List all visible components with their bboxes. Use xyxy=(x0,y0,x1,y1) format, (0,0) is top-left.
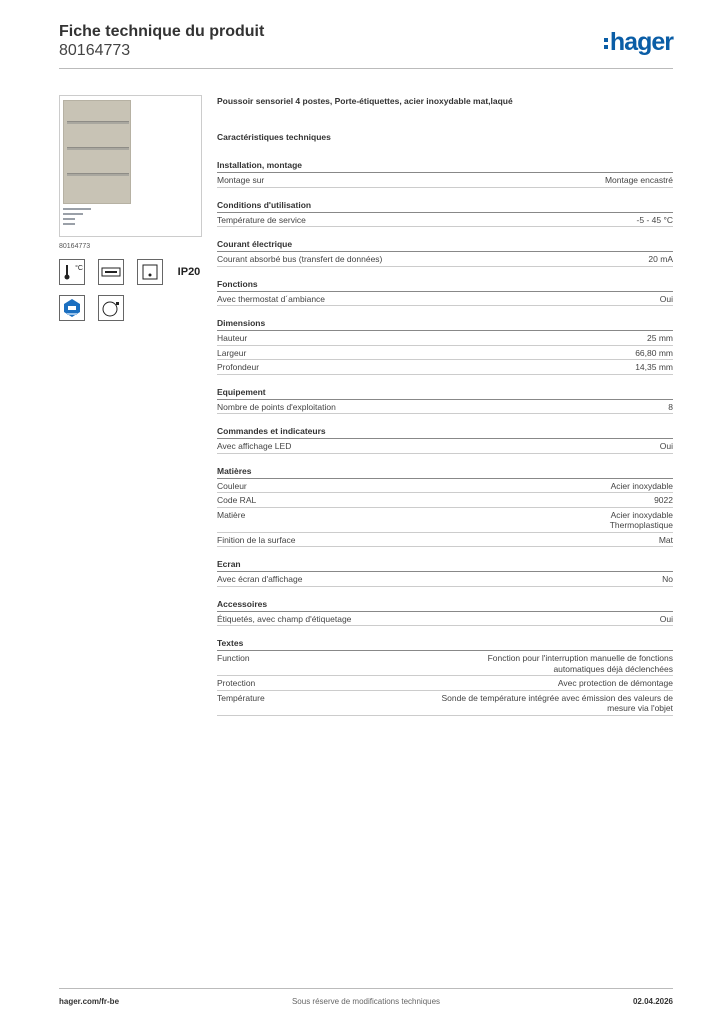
spec-row xyxy=(217,479,673,494)
temperature-icon xyxy=(59,259,85,285)
spec-label: Courant absorbé bus (transfert de données) xyxy=(217,254,383,264)
spec-label: Nombre de points d'exploitation xyxy=(217,401,336,412)
spec-value: Acier inoxydable xyxy=(610,480,673,491)
spec-section xyxy=(217,387,673,415)
technical-characteristics-heading: Caractéristiques techniques xyxy=(217,132,331,142)
spec-value: Acier inoxydable Thermoplastique xyxy=(609,509,673,530)
sensor-icon xyxy=(137,259,163,285)
spec-label: Profondeur xyxy=(217,362,260,372)
section-title: Installation, montage xyxy=(217,160,673,173)
spec-section xyxy=(217,638,673,716)
spec-value: 9022 xyxy=(654,495,673,505)
spec-row xyxy=(217,651,673,676)
footer-website: hager.com/fr-be xyxy=(59,997,120,1006)
spec-value: Sonde de température intégrée avec émission des valeurs de mesure via l'objet xyxy=(441,692,673,713)
section-title: Equipement xyxy=(217,387,673,400)
push-button-panel xyxy=(63,100,131,204)
feature-icons xyxy=(59,259,202,321)
footer-divider xyxy=(59,988,673,989)
spec-sections xyxy=(217,160,673,716)
spec-label: Avec thermostat d´ambiance xyxy=(217,293,326,304)
spec-label: Largeur xyxy=(217,347,247,358)
spec-section xyxy=(217,599,673,627)
spec-label: Hauteur xyxy=(217,333,248,343)
spec-row xyxy=(217,346,673,361)
section-title: Conditions d'utilisation xyxy=(217,200,673,213)
panel-label-bar xyxy=(67,173,129,176)
spec-label: Température de service xyxy=(217,214,306,225)
logo-text: hager xyxy=(609,28,673,56)
section-title: Fonctions xyxy=(217,279,673,292)
spec-value: Oui xyxy=(659,613,673,624)
spec-value: 8 xyxy=(668,401,673,412)
spec-value: Oui xyxy=(659,293,673,304)
spec-row xyxy=(217,331,673,346)
spec-label: Function xyxy=(217,653,250,663)
spec-value: 14,35 mm xyxy=(635,362,673,372)
spec-row xyxy=(217,612,673,627)
easy-configuration-icon xyxy=(59,295,85,321)
section-title: Dimensions xyxy=(217,318,673,331)
spec-row xyxy=(217,252,673,267)
spec-value: Montage encastré xyxy=(604,175,673,185)
spec-row xyxy=(217,360,673,375)
spec-row xyxy=(217,213,673,228)
spec-value: 25 mm xyxy=(647,333,673,343)
spec-row xyxy=(217,439,673,454)
footer-date: 02.04.2026 xyxy=(632,997,673,1006)
section-title: Accessoires xyxy=(217,599,673,612)
spec-value: Fonction pour l'interruption manuelle de fonctions automatiques déjà déclenchées xyxy=(487,653,673,674)
spec-value: Oui xyxy=(659,441,673,451)
product-title: Poussoir sensoriel 4 postes, Porte-étiquettes, acier inoxydable mat,laqué xyxy=(217,96,513,106)
spec-value: 66,80 mm xyxy=(635,347,673,358)
spec-section xyxy=(217,200,673,228)
spec-label: Montage sur xyxy=(217,175,265,185)
page-header xyxy=(59,22,673,60)
spec-row xyxy=(217,691,673,716)
section-title: Commandes et indicateurs xyxy=(217,426,673,439)
spec-section xyxy=(217,426,673,454)
spec-label: Couleur xyxy=(217,480,247,491)
image-caption: 80164773 xyxy=(59,243,91,250)
section-title: Courant électrique xyxy=(217,239,673,252)
section-title: Matières xyxy=(217,466,673,479)
product-code: 80164773 xyxy=(59,42,131,59)
hager-logo xyxy=(604,28,673,57)
ip-rating-icon: IP20 xyxy=(177,266,201,278)
spec-row xyxy=(217,533,673,548)
spec-label: Matière xyxy=(217,509,246,520)
spec-section xyxy=(217,559,673,587)
spec-row xyxy=(217,292,673,307)
spec-row xyxy=(217,676,673,691)
panel-label-bar xyxy=(67,121,129,124)
section-title: Ecran xyxy=(217,559,673,572)
product-media xyxy=(59,95,202,321)
spec-row xyxy=(217,493,673,508)
spec-label: Protection xyxy=(217,678,256,688)
thermostat-icon xyxy=(98,295,124,321)
spec-value: -5 - 45 °C xyxy=(636,214,673,225)
spec-row xyxy=(217,572,673,587)
footer-notice: Sous réserve de modifications techniques xyxy=(291,997,441,1006)
display-icon xyxy=(98,259,124,285)
spec-row xyxy=(217,400,673,415)
spec-section xyxy=(217,239,673,267)
spec-row xyxy=(217,508,673,533)
spec-label: Finition de la surface xyxy=(217,534,296,545)
spec-label: Étiquetés, avec champ d'étiquetage xyxy=(217,613,352,624)
technical-data xyxy=(217,96,673,728)
spec-section xyxy=(217,279,673,307)
spec-label: Code RAL xyxy=(217,495,257,505)
product-image xyxy=(59,95,202,237)
spec-label: Température xyxy=(217,692,265,703)
logo-dots-icon xyxy=(604,35,609,52)
page-title: Fiche technique du produit xyxy=(59,23,265,40)
spec-row xyxy=(217,173,673,188)
spec-value: 20 mA xyxy=(648,254,673,264)
spec-section xyxy=(217,466,673,548)
spec-section xyxy=(217,160,673,188)
spec-value: No xyxy=(662,574,673,584)
section-title: Textes xyxy=(217,638,673,651)
spec-label: Avec écran d'affichage xyxy=(217,574,303,584)
spec-value: Mat xyxy=(658,534,673,545)
temperature-unit: °C xyxy=(75,264,83,272)
spec-value: Avec protection de démontage xyxy=(557,678,673,688)
image-label-strip xyxy=(63,208,91,228)
panel-label-bar xyxy=(67,147,129,150)
spec-label: Avec affichage LED xyxy=(217,441,292,451)
spec-section xyxy=(217,318,673,375)
header-divider xyxy=(59,68,673,69)
